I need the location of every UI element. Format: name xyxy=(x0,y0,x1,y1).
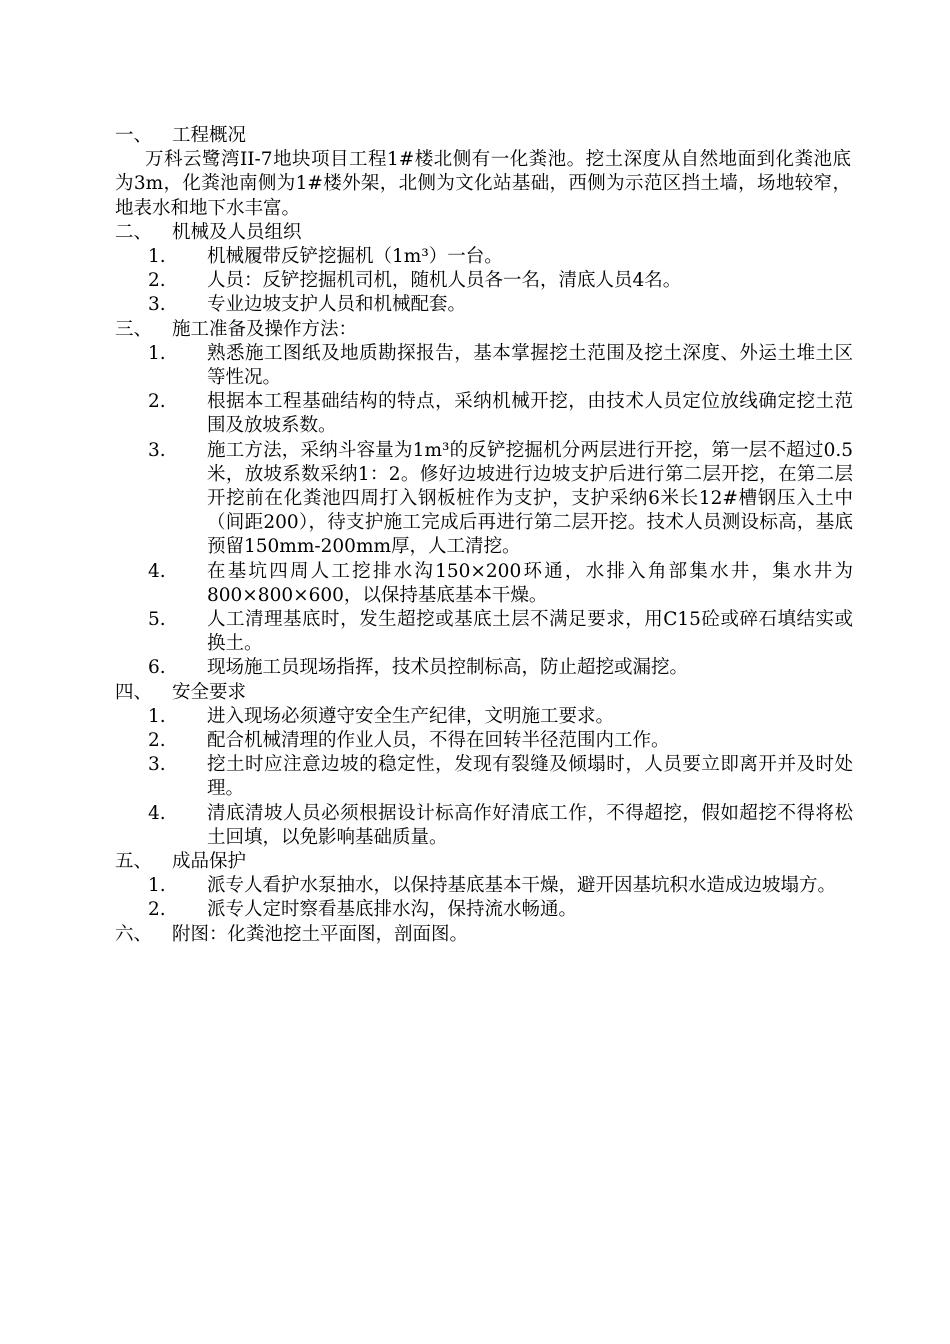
section-number: 六、 xyxy=(115,923,153,945)
section-number: 四、 xyxy=(115,681,153,703)
list-item xyxy=(115,269,855,293)
section-number: 三、 xyxy=(115,318,153,340)
list-item-text: 派专人定时察看基底排水沟，保持流水畅通。 xyxy=(207,899,578,921)
section-number: 一、 xyxy=(115,125,153,146)
section-heading xyxy=(115,124,855,148)
list-item-text: 进入现场必须遵守安全生产纪律，文明施工要求。 xyxy=(207,705,615,727)
section-title: 安全要求 xyxy=(172,681,247,703)
list-item-text: 机械履带反铲挖掘机（1m³）一台。 xyxy=(207,245,503,267)
section-title: 施工准备及操作方法： xyxy=(172,318,358,340)
list-item-text: 配合机械清理的作业人员，不得在回转半径范围内工作。 xyxy=(207,730,670,752)
list-item xyxy=(115,293,855,317)
list-item-text: 现场施工员现场指挥，技术员控制标高，防止超挖或漏挖。 xyxy=(207,657,689,679)
section-title: 成品保护 xyxy=(172,851,247,873)
list-item xyxy=(115,342,855,390)
section-heading xyxy=(115,923,855,947)
list-item xyxy=(115,705,855,729)
list-item-number: 5. xyxy=(148,609,166,631)
list-item-text: 人员：反铲挖掘机司机，随机人员各一名，清底人员4名。 xyxy=(207,270,682,292)
project-overview-paragraph: 万科云鹭湾II-7地块项目工程1#楼北侧有一化粪池。挖土深度从自然地面到化粪池底为3m，化粪池南侧为1#楼外架，北侧为文化站基础，西侧为示范区挡土墙，场地较窄，地表水和地下水丰富。 xyxy=(115,149,851,219)
list-item-text: 挖土时应注意边坡的稳定性，发现有裂缝及倾塌时，人员要立即离开并及时处理。 xyxy=(207,754,853,800)
list-item-text: 熟悉施工图纸及地质勘探报告，基本掌握挖土范围及挖土深度、外运土堆土区等性况。 xyxy=(207,342,853,388)
list-item xyxy=(115,874,855,898)
list-item-number: 2. xyxy=(148,899,166,921)
section-title: 附图：化粪池挖土平面图，剖面图。 xyxy=(172,923,469,945)
list-item xyxy=(115,656,855,680)
section-heading xyxy=(115,850,855,874)
list-item xyxy=(115,439,855,560)
list-item xyxy=(115,608,855,656)
list-item-number: 4. xyxy=(148,802,166,824)
section-heading xyxy=(115,681,855,705)
section-number: 二、 xyxy=(115,221,153,243)
list-item-number: 1. xyxy=(148,342,166,364)
list-item-text: 施工方法，采纳斗容量为1m³的反铲挖掘机分两层进行开挖，第一层不超过0.5米，放坡系数采纳1：2。修好边坡进行边坡支护后进行第二层开挖，在第二层开挖前在化粪池四周打入钢板桩作为支护，支护采纳6米长12#槽钢压入土中（间距200），待支护施工完成后再进行第二层开挖。技术人员测设标高，基底预留150mm-200mm厚，人工清挖。 xyxy=(207,439,853,558)
list-item xyxy=(115,753,855,801)
document-body xyxy=(115,124,855,947)
list-item xyxy=(115,729,855,753)
section-title: 机械及人员组织 xyxy=(172,221,302,243)
list-item-number: 3. xyxy=(148,294,166,316)
list-item-text: 人工清理基底时，发生超挖或基底土层不满足要求，用C15砼或碎石填结实或换土。 xyxy=(207,609,853,655)
list-item-text: 清底清坡人员必须根据设计标高作好清底工作，不得超挖，假如超挖不得将松土回填，以免影响基础质量。 xyxy=(207,802,853,848)
list-item-text: 根据本工程基础结构的特点，采纳机械开挖，由技术人员定位放线确定挖土范围及放坡系数。 xyxy=(207,391,853,437)
list-item-number: 2. xyxy=(148,391,166,413)
section-title: 工程概况 xyxy=(172,125,247,146)
list-item-text: 在基坑四周人工挖排水沟150×200环通，水排入角部集水井，集水井为800×800×600，以保持基底基本干燥。 xyxy=(207,560,853,606)
list-item xyxy=(115,560,855,608)
list-item-number: 6. xyxy=(148,657,166,679)
section-heading xyxy=(115,318,855,342)
list-item-text: 派专人看护水泵抽水，以保持基底基本干燥，避开因基坑积水造成边坡塌方。 xyxy=(207,875,837,897)
section-number: 五、 xyxy=(115,851,153,873)
list-item xyxy=(115,898,855,922)
list-item xyxy=(115,245,855,269)
list-item-number: 2. xyxy=(148,730,166,752)
list-item-number: 1. xyxy=(148,245,166,267)
section-heading xyxy=(115,221,855,245)
list-item-number: 3. xyxy=(148,439,166,461)
list-item xyxy=(115,390,855,438)
list-item-number: 1. xyxy=(148,705,166,727)
list-item-number: 1. xyxy=(148,875,166,897)
list-item-number: 2. xyxy=(148,270,166,292)
list-item-number: 3. xyxy=(148,754,166,776)
list-item-number: 4. xyxy=(148,560,166,582)
list-item-text: 专业边坡支护人员和机械配套。 xyxy=(207,294,467,316)
list-item xyxy=(115,802,855,850)
